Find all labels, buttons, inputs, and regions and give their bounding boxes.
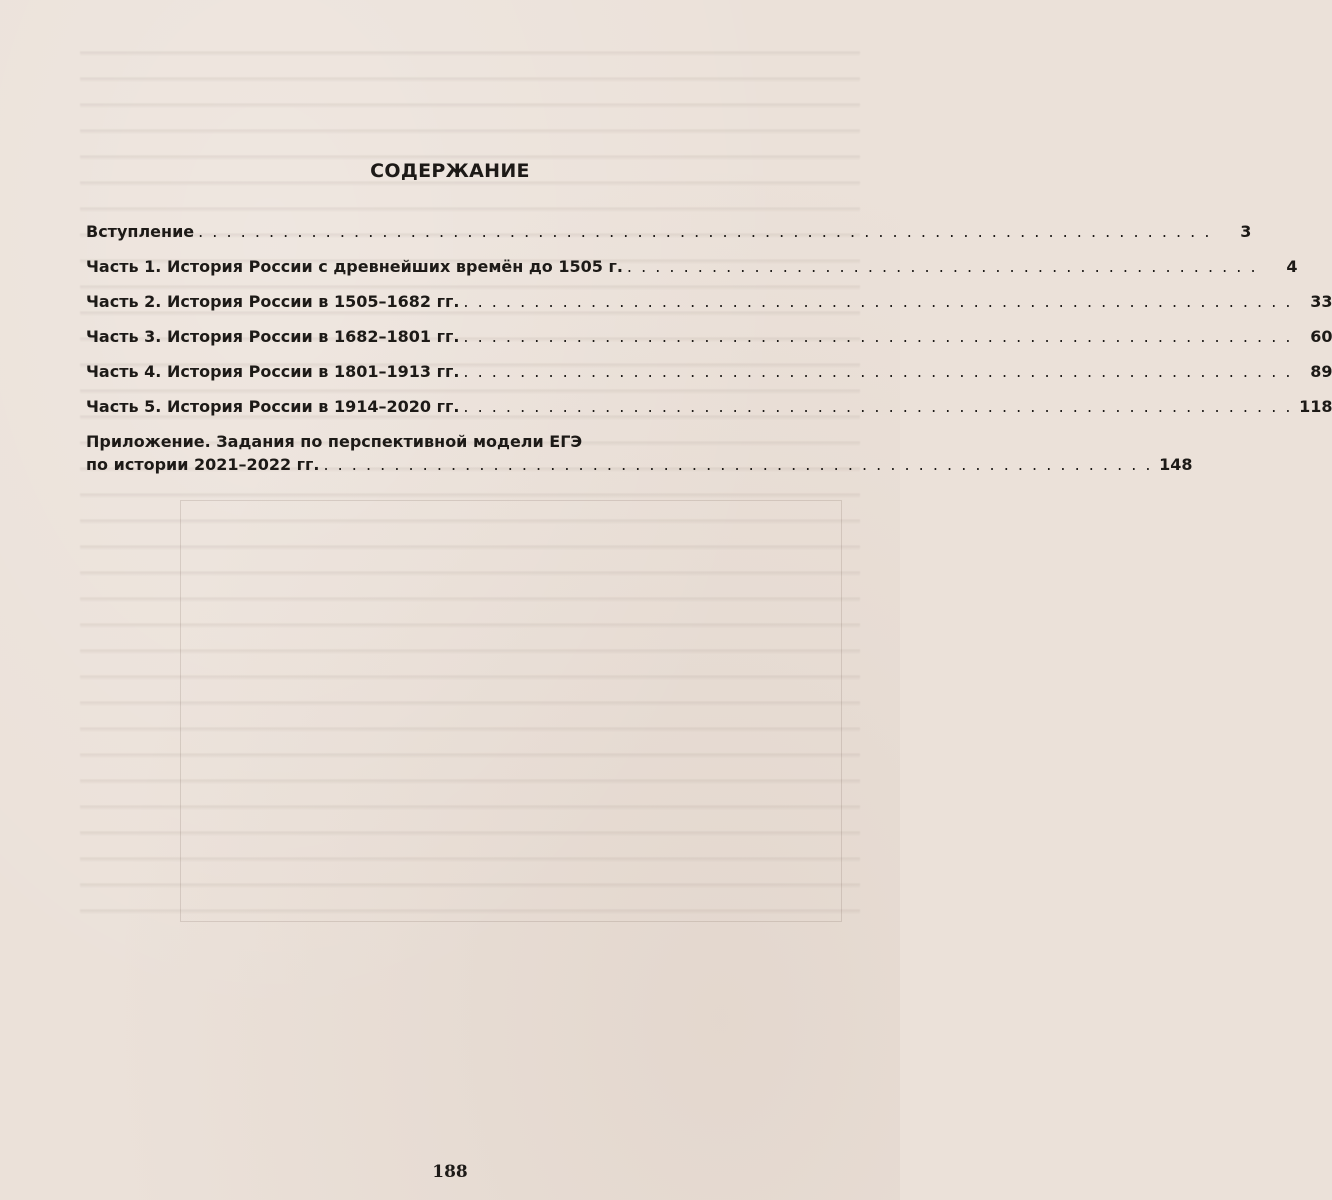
toc-entry-label: Часть 5. История России в 1914–2020 гг. <box>86 397 460 416</box>
toc-entry-page: 3 <box>1240 222 1252 241</box>
toc-entry-page: 118 <box>1299 397 1332 416</box>
toc-leader-dots: . . . . . . . . . . . . . . . . . . . . . . . . . . . . . . . . . . . . . . . . . . . . . <box>626 257 1258 276</box>
toc-entry-page: 148 <box>1159 455 1193 474</box>
toc-leader-dots: . . . . . . . . . . . . . . . . . . . . . . . . . . . . . . . . . . . . . . . . . . . . . . . . . . . . . . . . . . . <box>463 362 1293 381</box>
toc-entry-intro <box>86 220 1252 243</box>
toc-entry-label: Часть 3. История России в 1682–1801 гг. <box>86 327 460 346</box>
toc-entry-label: Часть 2. История России в 1505–1682 гг. <box>86 292 460 311</box>
toc-entry-part-4 <box>86 360 1332 383</box>
bleed-through-table <box>180 500 842 922</box>
toc-entry-page: 4 <box>1286 257 1298 276</box>
table-of-contents <box>86 220 1332 488</box>
toc-entry-appendix <box>86 430 1193 476</box>
toc-entry-label: Часть 1. История России с древнейших времён до 1505 г. <box>86 257 623 276</box>
toc-entry-label-line-1: Приложение. Задания по перспективной модели ЕГЭ <box>86 432 583 451</box>
page-number: 188 <box>432 1162 468 1182</box>
toc-leader-dots: . . . . . . . . . . . . . . . . . . . . . . . . . . . . . . . . . . . . . . . . . . . . . . . . . . . . . . . . . . . <box>463 292 1293 311</box>
toc-entry-page: 60 <box>1310 327 1332 346</box>
toc-leader-dots: . . . . . . . . . . . . . . . . . . . . . . . . . . . . . . . . . . . . . . . . . . . . . . . . . . . . . . . . . . . . . . . . . . . . . . . . <box>198 222 1212 241</box>
toc-leader-dots: . . . . . . . . . . . . . . . . . . . . . . . . . . . . . . . . . . . . . . . . . . . . . . . . . . . . . . . . . . . <box>463 397 1293 416</box>
toc-entry-label-line-2: по истории 2021–2022 гг. <box>86 455 320 474</box>
toc-entry-page: 33 <box>1310 292 1332 311</box>
toc-entry-label: Вступление <box>86 222 195 241</box>
toc-leader-dots: . . . . . . . . . . . . . . . . . . . . . . . . . . . . . . . . . . . . . . . . . . . . . . . . . . . . . . . . . . . <box>463 327 1293 346</box>
toc-entry-part-1 <box>86 255 1298 278</box>
toc-entry-label: Часть 4. История России в 1801–1913 гг. <box>86 362 460 381</box>
toc-entry-part-5 <box>86 395 1332 418</box>
toc-entry-part-3 <box>86 325 1332 348</box>
toc-entry-page: 89 <box>1310 362 1332 381</box>
page-title: СОДЕРЖАНИЕ <box>370 160 530 182</box>
toc-entry-part-2 <box>86 290 1332 313</box>
toc-leader-dots: . . . . . . . . . . . . . . . . . . . . . . . . . . . . . . . . . . . . . . . . . . . . . . . . . . . . . . . . . . . <box>323 455 1153 474</box>
